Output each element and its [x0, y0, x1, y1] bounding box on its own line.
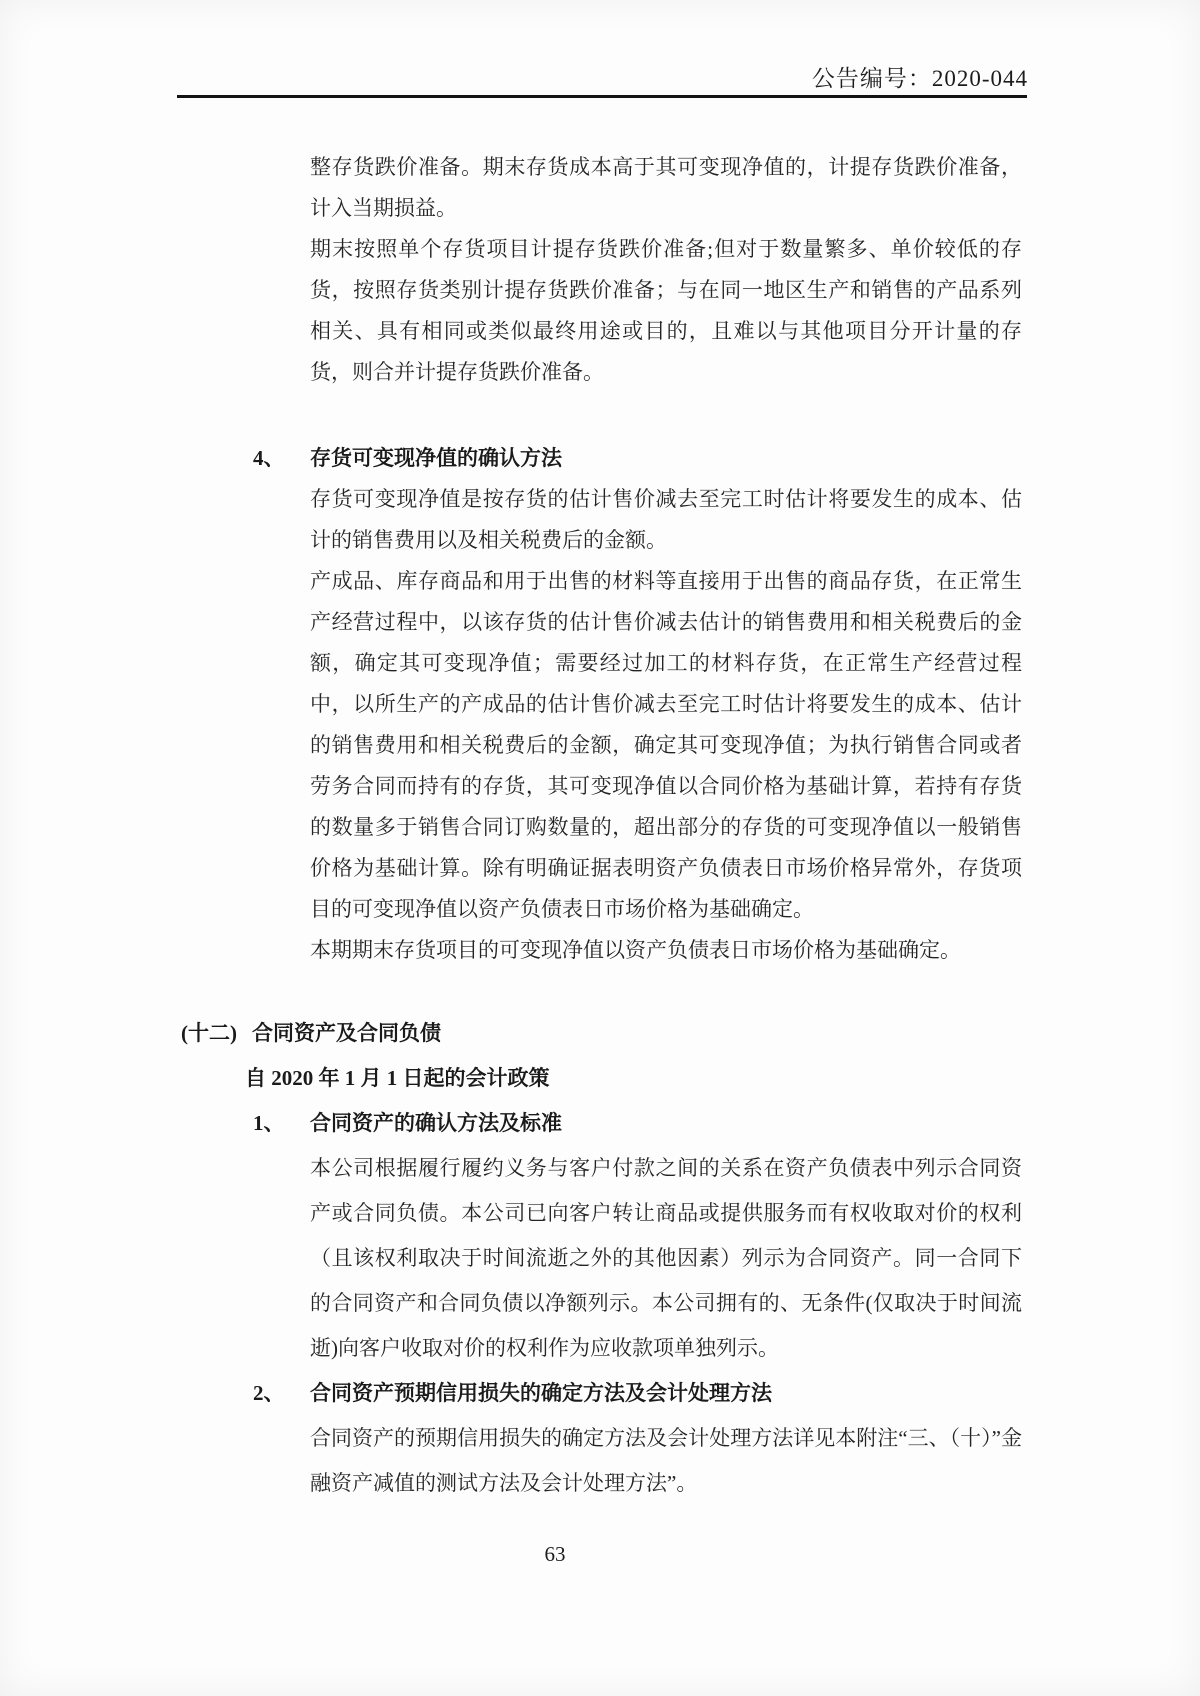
heading-title: 合同资产预期信用损失的确定方法及会计处理方法 [310, 1381, 772, 1405]
paragraph-expected-credit-loss: 合同资产的预期信用损失的确定方法及会计处理方法详见本附注“三、（十）”金融资产减值的测试方法及会计处理方法”。 [310, 1426, 1022, 1495]
heading-title: 合同资产及合同负债 [252, 1021, 441, 1045]
document-body [181, 147, 1022, 1506]
policy-effective-heading: 自 2020 年 1 月 1 日起的会计政策 [245, 1066, 550, 1090]
section-contract-assets [181, 1011, 1022, 1506]
heading-title: 合同资产的确认方法及标准 [310, 1111, 562, 1135]
paragraph-contract-asset-recognition: 本公司根据履行履约义务与客户付款之间的关系在资产负债表中列示合同资产或合同负债。本公司已向客户转让商品或提供服务而有权收取对价的权利（且该权利取决于时间流逝之外的其他因素）列示为合同资产。同一合同下的合同资产和合同负债以净额列示。本公司拥有的、无条件(仅取决于时间流逝)向客户收取对价的权利作为应收款项单独列示。 [310, 1156, 1022, 1360]
section-heading-12 [181, 1011, 1022, 1056]
doc-number: 公告编号：2020-044 [811, 66, 1028, 91]
header-rule [177, 95, 1027, 98]
heading-title: 存货可变现净值的确认方法 [310, 446, 562, 470]
paragraph-nrv-period-end: 本期期末存货项目的可变现净值以资产负债表日市场价格为基础确定。 [310, 938, 961, 962]
section-heading-2 [253, 1371, 1022, 1416]
heading-number: 4、 [253, 446, 285, 470]
heading-number: 2、 [253, 1381, 285, 1405]
section-heading-4 [253, 438, 1022, 479]
paragraph-inventory-provision-method: 期末按照单个存货项目计提存货跌价准备;但对于数量繁多、单价较低的存货，按照存货类别计提存货跌价准备；与在同一地区生产和销售的产品系列相关、具有相同或类似最终用途或目的，且难以与其他项目分开计量的存货，则合并计提存货跌价准备。 [310, 237, 1022, 384]
paragraph-nrv-definition: 存货可变现净值是按存货的估计售价减去至完工时估计将要发生的成本、估计的销售费用以及相关税费后的金额。 [310, 487, 1022, 552]
heading-number: 1、 [253, 1111, 285, 1135]
page-number: 63 [544, 1542, 566, 1566]
paragraph-nrv-calculation: 产成品、库存商品和用于出售的材料等直接用于出售的商品存货，在正常生产经营过程中，以该存货的估计售价减去估计的销售费用和相关税费后的金额，确定其可变现净值；需要经过加工的材料存货，在正常生产经营过程中，以所生产的产成品的估计售价减去至完工时估计将要发生的成本、估计的销售费用和相关税费后的金额，确定其可变现净值；为执行销售合同或者劳务合同而持有的存货，其可变现净值以合同价格为基础计算，若持有存货的数量多于销售合同订购数量的，超出部分的存货的可变现净值以一般销售价格为基础计算。除有明确证据表明资产负债表日市场价格异常外，存货项目的可变现净值以资产负债表日市场价格为基础确定。 [310, 569, 1022, 921]
paragraph-inventory-writedown-carryover: 整存货跌价准备。期末存货成本高于其可变现净值的，计提存货跌价准备，计入当期损益。 [310, 155, 1022, 220]
heading-number: (十二) [181, 1021, 237, 1045]
section-heading-1 [253, 1101, 1022, 1146]
